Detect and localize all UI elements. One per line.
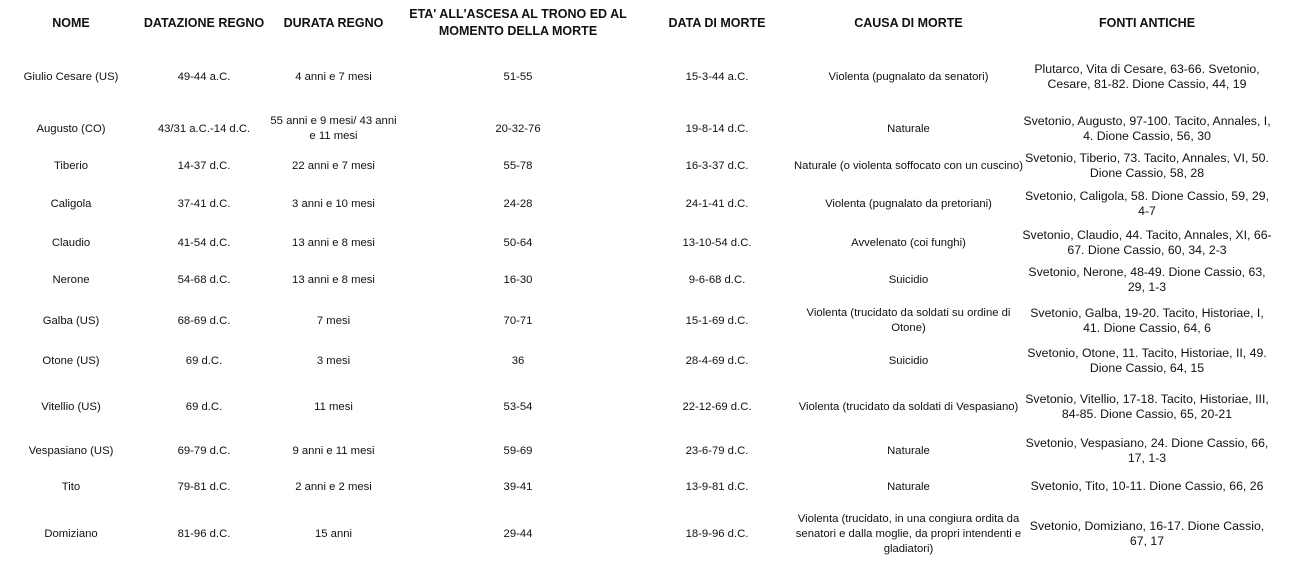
cell-fonti: Svetonio, Vespasiano, 24. Dione Cassio, 66, 17, 1-3 [1025, 435, 1269, 465]
cell-data-morte: 24-1-41 d.C. [685, 197, 749, 210]
cell-fonti: Svetonio, Galba, 19-20. Tacito, Historiae, I, 41. Dione Cassio, 64, 6 [1030, 305, 1264, 335]
cell-nome: Nerone [52, 273, 90, 286]
cell-causa: Suicidio [888, 273, 929, 286]
cell-data-morte: 13-10-54 d.C. [682, 236, 752, 249]
header-nome: NOME [52, 15, 90, 30]
cell-fonti: Svetonio, Claudio, 44. Tacito, Annales, XI, 66-67. Dione Cassio, 60, 34, 2-3 [1022, 227, 1272, 257]
cell-eta: 59-69 [503, 444, 533, 457]
cell-datazione: 37-41 d.C. [177, 197, 231, 210]
table-row [0, 468, 1299, 506]
cell-nome: Vespasiano (US) [28, 444, 114, 457]
cell-fonti: Svetonio, Tito, 10-11. Dione Cassio, 66, 26 [1030, 479, 1264, 494]
cell-causa: Suicidio [888, 354, 929, 367]
header-fonti-antiche: FONTI ANTICHE [1098, 15, 1196, 30]
cell-eta: 36 [511, 354, 525, 367]
cell-data-morte: 15-3-44 a.C. [685, 70, 749, 83]
cell-datazione: 49-44 a.C. [177, 70, 231, 83]
cell-data-morte: 19-8-14 d.C. [685, 122, 749, 135]
header-eta: ETA' ALL'ASCESA AL TRONO ED AL MOMENTO DELLA MORTE [409, 7, 627, 38]
cell-nome: Galba (US) [42, 314, 100, 327]
table-row [0, 508, 1299, 560]
cell-durata: 22 anni e 7 mesi [292, 159, 375, 172]
cell-fonti: Svetonio, Caligola, 58. Dione Cassio, 59, 29, 4-7 [1024, 188, 1270, 218]
cell-durata: 13 anni e 8 mesi [292, 236, 375, 249]
cell-datazione: 41-54 d.C. [177, 236, 231, 249]
cell-data-morte: 18-9-96 d.C. [685, 527, 749, 540]
cell-fonti: Svetonio, Tiberio, 73. Tacito, Annales, VI, 50. Dione Cassio, 58, 28 [1025, 150, 1269, 180]
cell-datazione: 69-79 d.C. [177, 444, 231, 457]
cell-durata: 3 mesi [316, 354, 351, 367]
cell-causa: Naturale [887, 122, 930, 135]
header-durata-regno: DURATA REGNO [283, 15, 384, 30]
table-row [0, 185, 1299, 223]
table-row [0, 147, 1299, 185]
cell-fonti: Svetonio, Otone, 11. Tacito, Historiae, II, 49. Dione Cassio, 64, 15 [1027, 345, 1267, 375]
cell-durata: 15 anni [314, 527, 353, 540]
cell-durata: 55 anni e 9 mesi/ 43 anni e 11 mesi [270, 115, 397, 142]
header-datazione-regno: DATAZIONE REGNO [143, 15, 265, 30]
cell-nome: Vitellio (US) [41, 400, 101, 413]
cell-datazione: 43/31 a.C.-14 d.C. [157, 122, 251, 135]
cell-eta: 39-41 [503, 480, 533, 493]
table-row [0, 52, 1299, 102]
cell-datazione: 69 d.C. [185, 354, 223, 367]
cell-eta: 16-30 [503, 273, 533, 286]
cell-nome: Claudio [51, 236, 91, 249]
table-row [0, 108, 1299, 150]
cell-eta: 70-71 [503, 314, 533, 327]
cell-eta: 24-28 [503, 197, 533, 210]
header-data-di-morte: DATA DI MORTE [668, 15, 766, 30]
header-causa-di-morte: CAUSA DI MORTE [854, 15, 963, 30]
cell-eta: 55-78 [503, 159, 533, 172]
cell-durata: 3 anni e 10 mesi [292, 197, 375, 210]
cell-data-morte: 15-1-69 d.C. [685, 314, 749, 327]
table-row [0, 261, 1299, 299]
cell-causa: Violenta (trucidato, in una congiura ordita da senatori e dalla moglie, da propri intendenti e gladiatori) [795, 512, 1022, 555]
cell-durata: 7 mesi [316, 314, 351, 327]
cell-nome: Augusto (CO) [36, 122, 106, 135]
cell-causa: Naturale (o violenta soffocato con un cuscino) [794, 159, 1023, 172]
cell-durata: 4 anni e 7 mesi [295, 70, 372, 83]
table-row [0, 301, 1299, 341]
cell-fonti: Svetonio, Vitellio, 17-18. Tacito, Historiae, III, 84-85. Dione Cassio, 65, 20-21 [1025, 391, 1269, 421]
cell-datazione: 14-37 d.C. [177, 159, 231, 172]
cell-data-morte: 13-9-81 d.C. [685, 480, 749, 493]
table-row [0, 381, 1299, 433]
cell-eta: 20-32-76 [495, 122, 541, 135]
cell-causa: Naturale [887, 444, 930, 457]
cell-eta: 51-55 [503, 70, 533, 83]
cell-datazione: 81-96 d.C. [177, 527, 231, 540]
cell-causa: Violenta (pugnalato da senatori) [828, 70, 989, 83]
table-row [0, 224, 1299, 262]
cell-durata: 2 anni e 2 mesi [295, 480, 372, 493]
cell-eta: 53-54 [503, 400, 533, 413]
cell-data-morte: 9-6-68 d.C. [688, 273, 746, 286]
cell-datazione: 68-69 d.C. [177, 314, 231, 327]
cell-causa: Violenta (trucidato da soldati su ordine di Otone) [806, 307, 1011, 334]
cell-datazione: 79-81 d.C. [177, 480, 231, 493]
cell-causa: Avvelenato (coi funghi) [851, 236, 966, 249]
cell-nome: Tito [61, 480, 81, 493]
cell-fonti: Svetonio, Nerone, 48-49. Dione Cassio, 63, 29, 1-3 [1028, 264, 1266, 294]
cell-data-morte: 23-6-79 d.C. [685, 444, 749, 457]
table-row [0, 341, 1299, 381]
cell-data-morte: 28-4-69 d.C. [685, 354, 749, 367]
cell-data-morte: 22-12-69 d.C. [682, 400, 752, 413]
cell-causa: Violenta (trucidato da soldati di Vespasiano) [798, 400, 1019, 413]
cell-durata: 13 anni e 8 mesi [292, 273, 375, 286]
cell-causa: Violenta (pugnalato da pretoriani) [825, 197, 992, 210]
cell-causa: Naturale [887, 480, 930, 493]
cell-nome: Domiziano [44, 527, 98, 540]
cell-nome: Giulio Cesare (US) [23, 70, 119, 83]
cell-fonti: Svetonio, Domiziano, 16-17. Dione Cassio, 67, 17 [1029, 518, 1265, 548]
cell-fonti: Svetonio, Augusto, 97-100. Tacito, Annales, I, 4. Dione Cassio, 56, 30 [1023, 113, 1271, 143]
cell-eta: 50-64 [503, 236, 533, 249]
cell-nome: Caligola [50, 197, 92, 210]
cell-nome: Otone (US) [42, 354, 100, 367]
cell-durata: 9 anni e 11 mesi [292, 444, 375, 457]
table-row [0, 432, 1299, 470]
cell-nome: Tiberio [53, 159, 89, 172]
cell-durata: 11 mesi [314, 400, 353, 413]
cell-fonti: Plutarco, Vita di Cesare, 63-66. Svetonio, Cesare, 81-82. Dione Cassio, 44, 19 [1034, 61, 1260, 91]
cell-eta: 29-44 [503, 527, 533, 540]
cell-data-morte: 16-3-37 d.C. [685, 159, 749, 172]
cell-datazione: 69 d.C. [185, 400, 223, 413]
cell-datazione: 54-68 d.C. [177, 273, 231, 286]
